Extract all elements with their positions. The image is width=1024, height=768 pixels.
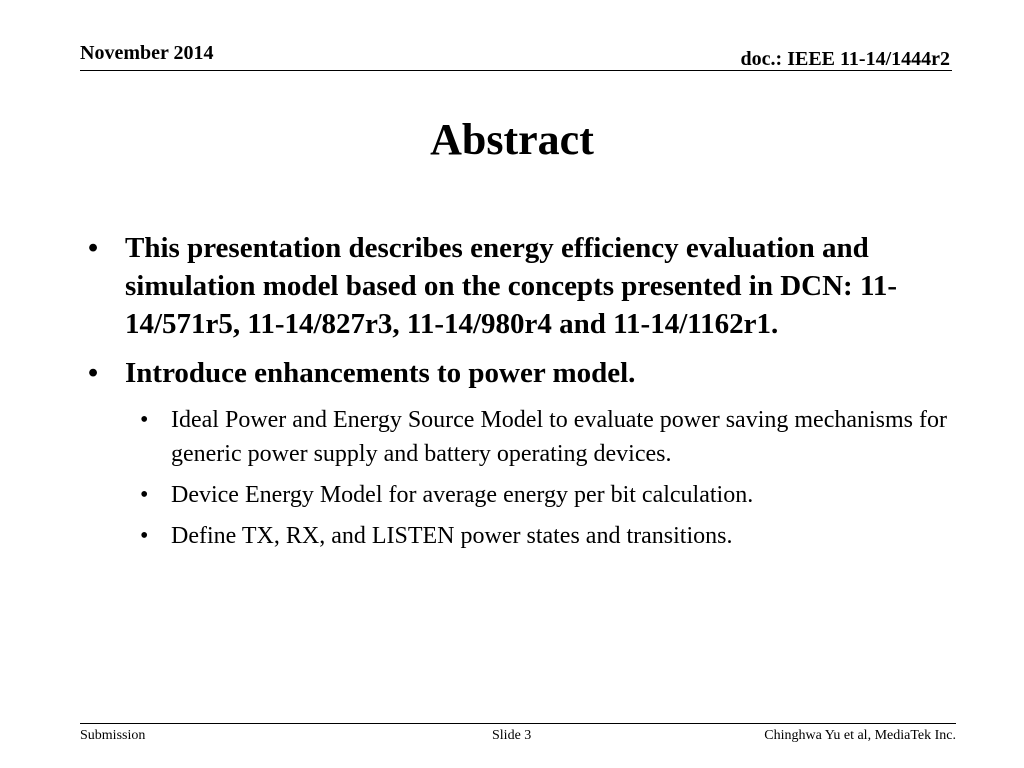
sub-bullet-dot: • <box>140 523 149 549</box>
footer-submission: Submission <box>80 728 146 743</box>
sub-bullet-item <box>140 403 948 471</box>
sub-bullet-text: Define TX, RX, and LISTEN power states and transitions. <box>171 523 733 549</box>
bullet-dot: • <box>88 357 99 389</box>
bullet-item <box>88 354 948 392</box>
sub-bullet-dot: • <box>140 407 149 433</box>
sub-bullet-dot: • <box>140 482 149 508</box>
sub-bullet-text: Device Energy Model for average energy per bit calculation. <box>171 482 754 508</box>
bullet-dot: • <box>88 232 99 264</box>
header-doc-id: doc.: IEEE 11-14/1444r2 <box>740 48 950 70</box>
slide-title: Abstract <box>430 115 594 164</box>
bullet-text: This presentation describes energy efficiency evaluation and simulation model based on the concepts presented in DCN: 11-14/571r5, 11-14/827r3, 11-14/980r4 and 11-14/1162r1. <box>125 232 898 340</box>
slide-content <box>88 229 948 560</box>
footer-authors: Chinghwa Yu et al, MediaTek Inc. <box>764 728 956 743</box>
sub-bullet-item <box>140 519 948 553</box>
header-divider <box>80 70 952 71</box>
sub-bullet-list <box>140 403 948 553</box>
footer-divider <box>80 723 956 724</box>
bullet-text: Introduce enhancements to power model. <box>125 357 636 389</box>
header-date: November 2014 <box>80 42 214 64</box>
sub-bullet-item <box>140 478 948 512</box>
bullet-item <box>88 229 948 343</box>
footer-slide-number: Slide 3 <box>492 728 532 743</box>
sub-bullet-text: Ideal Power and Energy Source Model to evaluate power saving mechanisms for generic power supply and battery operating devices. <box>171 407 947 467</box>
